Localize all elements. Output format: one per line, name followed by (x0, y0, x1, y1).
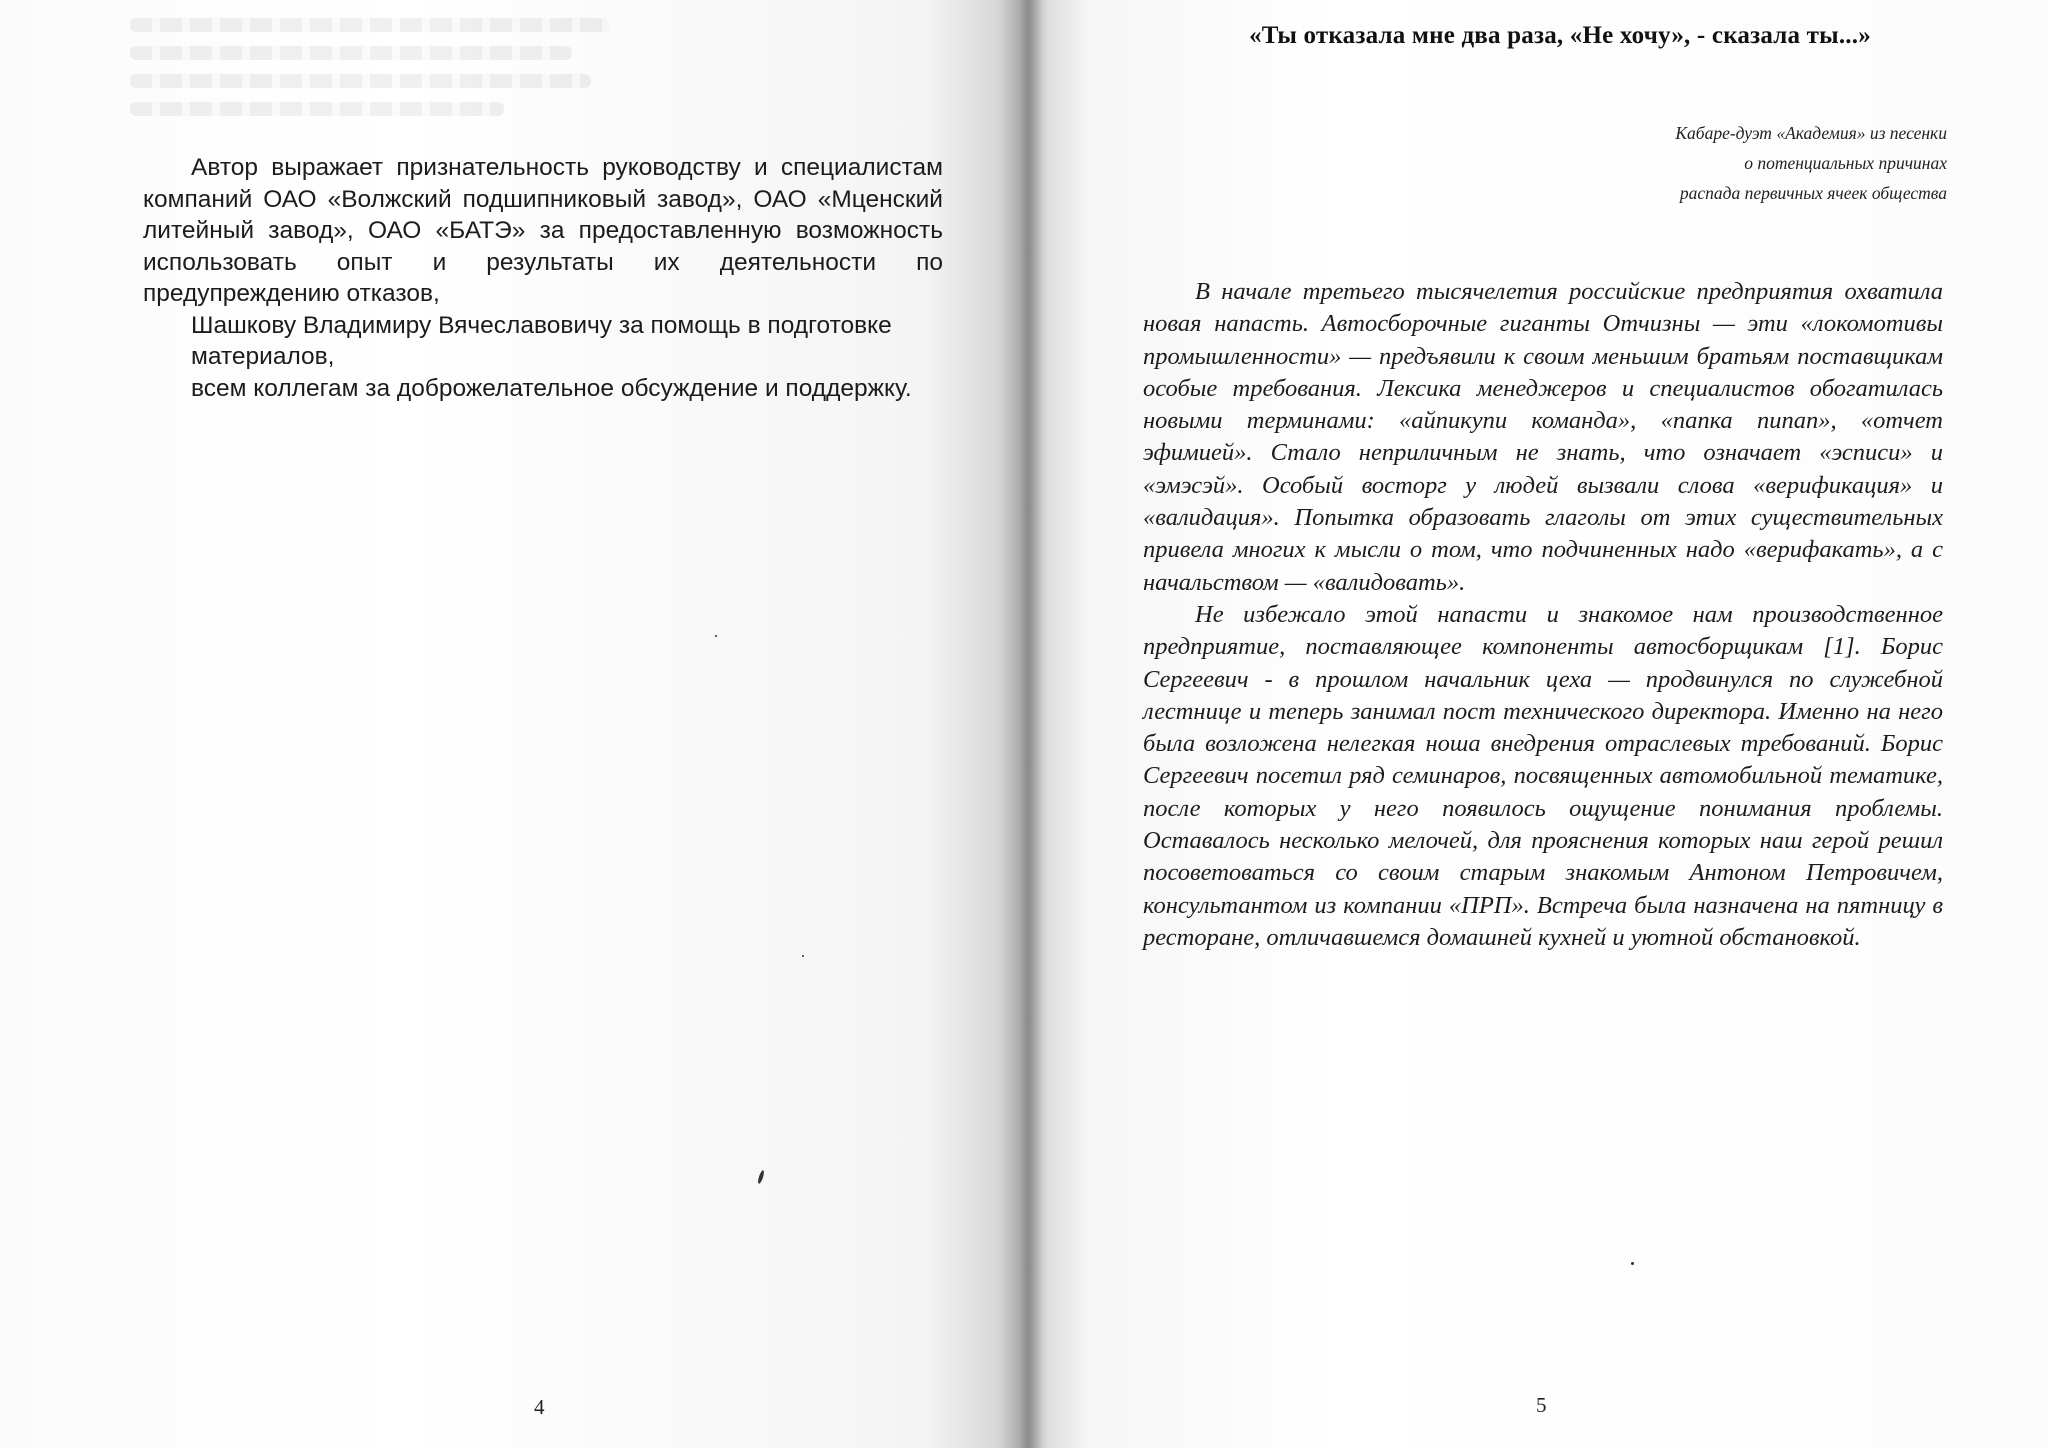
acknowledgement-block (143, 152, 943, 404)
show-through-text (130, 18, 610, 148)
epigraph-line: Кабаре-дуэт «Академия» из песенки (1675, 123, 1947, 143)
chapter-body (1143, 276, 1943, 954)
acknowledgement-line: Шашкову Владимиру Вячеславовичу за помощь в подготовке (191, 311, 892, 339)
ink-speck (802, 955, 804, 957)
ink-speck (715, 635, 717, 637)
ink-speck (1631, 1262, 1634, 1265)
epigraph-line: о потенциальных причинах (1744, 153, 1947, 173)
page-number: 4 (534, 1395, 545, 1419)
body-paragraph: В начале третьего тысячелетия российские предприятия охватила новая напасть. Автосборочные гиганты Отчизны — эти «локомотивы промышленности» — предъявили к своим меньшим братьям поставщикам особые требования. Лексика менеджеров и специалистов обогатилась новыми терминами: «айпикупи команда», «папка пипап», «отчет эфимией». Стало неприличным не знать, что означает «эсписи» и «эмэсэй». Особый восторг у людей вызвали слова «верификация» и «валидация». Попытка образовать глаголы от этих существительных привела многих к мысли о том, что подчиненных надо «верифакать», а с начальством — «валидовать». (1143, 278, 1943, 596)
epigraph (1427, 118, 1947, 208)
acknowledgement-paragraph: Автор выражает признательность руководству и специалистам компаний ОАО «Волжский подшипниковый завод», ОАО «Мценский литейный завод», ОАО «БАТЭ» за предоставленную возможность использовать опыт и результаты их деятельности по предупреждению отказов, (143, 154, 943, 307)
page-number: 5 (1536, 1393, 1547, 1417)
epigraph-line: распада первичных ячеек общества (1679, 183, 1947, 203)
book-gutter (1020, 0, 1042, 1448)
acknowledgement-line: всем коллегам за доброжелательное обсуждение и поддержку. (191, 374, 912, 402)
ink-speck (757, 1170, 765, 1185)
acknowledgement-line: материалов, (191, 343, 335, 370)
chapter-title: «Ты отказала мне два раза, «Не хочу», - сказала ты...» (1249, 22, 1871, 49)
body-paragraph: Не избежало этой напасти и знакомое нам производственное предприятие, поставляющее компоненты автосборщикам [1]. Борис Сергеевич - в прошлом начальник цеха — продвинулся по служебной лестнице и теперь занимал пост технического директора. Именно на него была возложена нелегкая ноша внедрения отраслевых требований. Борис Сергеевич посетил ряд семинаров, посвященных автомобильной тематике, после которых у него появилось ощущение понимания проблемы. Оставалось несколько мелочей, для прояснения которых наш герой решил посоветоваться со своим старым знакомым Антоном Петровичем, консультантом из компании «ПРП». Встреча была назначена на пятницу в ресторане, отличавшемся домашней кухней и уютной обстановкой. (1143, 600, 1943, 951)
